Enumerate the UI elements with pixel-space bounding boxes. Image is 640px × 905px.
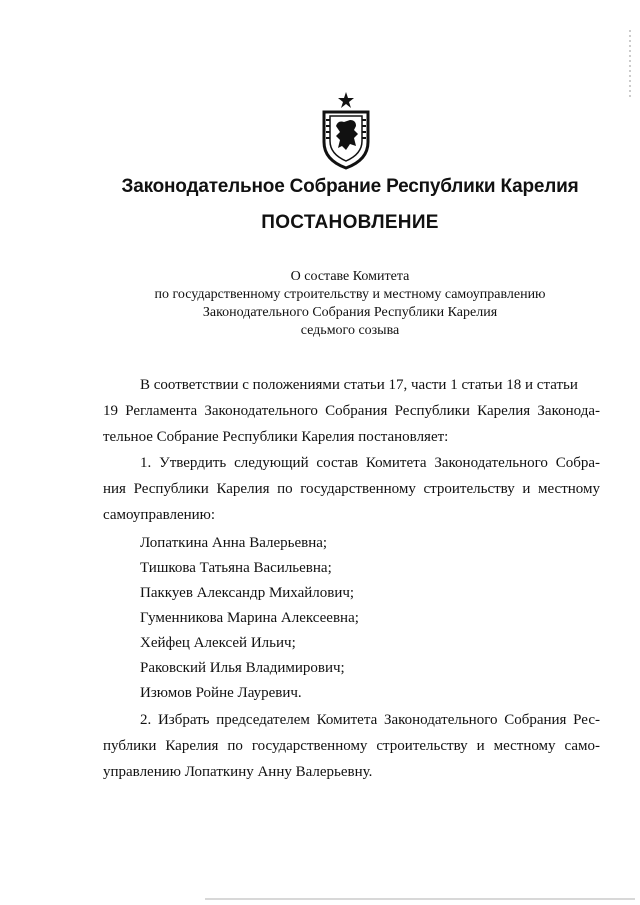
document-subject (0, 268, 640, 340)
committee-member: Лопаткина Анна Валерьевна; (140, 535, 328, 551)
subject-line: О составе Комитета (290, 269, 410, 284)
committee-member: Тишкова Татьяна Васильевна; (140, 560, 332, 576)
subject-line: седьмого созыва (300, 323, 400, 338)
organization-title: Законодательное Собрание Республики Карелия (121, 176, 579, 197)
document-type: ПОСТАНОВЛЕНИЕ (261, 212, 439, 233)
scan-edge-mark (205, 898, 635, 900)
preamble-line: тельное Собрание Республики Карелия постановляет: (103, 429, 449, 445)
item2-line: 2. Избрать председателем Комитета Законодательного Собрания Рес- (140, 712, 600, 728)
committee-member: Хейфец Алексей Ильич; (140, 635, 296, 651)
item1-line: 1. Утвердить следующий состав Комитета Законодательного Собра- (140, 455, 600, 471)
subject-line: Законодательного Собрания Республики Карелия (202, 305, 498, 320)
committee-member: Изюмов Ройне Лауревич. (140, 685, 302, 701)
committee-member: Паккуев Александр Михайлович; (140, 585, 355, 601)
item2-line: публики Карелия по государственному строительству и местному само- (103, 738, 600, 754)
scan-edge-mark (629, 30, 631, 100)
preamble-line: 19 Регламента Законодательного Собрания Республики Карелия Законода- (103, 403, 600, 419)
item1-line: самоуправлению: (103, 507, 216, 523)
item1-line: ния Республики Карелия по государственному строительству и местному (103, 481, 600, 497)
committee-member: Гуменникова Марина Алексеевна; (140, 610, 359, 626)
subject-line: по государственному строительству и местному самоуправлению (154, 287, 546, 302)
committee-member: Раковский Илья Владимирович; (140, 660, 345, 676)
preamble-line: В соответствии с положениями статьи 17, части 1 статьи 18 и статьи (140, 377, 578, 393)
item2-line: управлению Лопаткину Анну Валерьевну. (103, 764, 373, 780)
karelia-coat-of-arms-icon (318, 90, 374, 170)
